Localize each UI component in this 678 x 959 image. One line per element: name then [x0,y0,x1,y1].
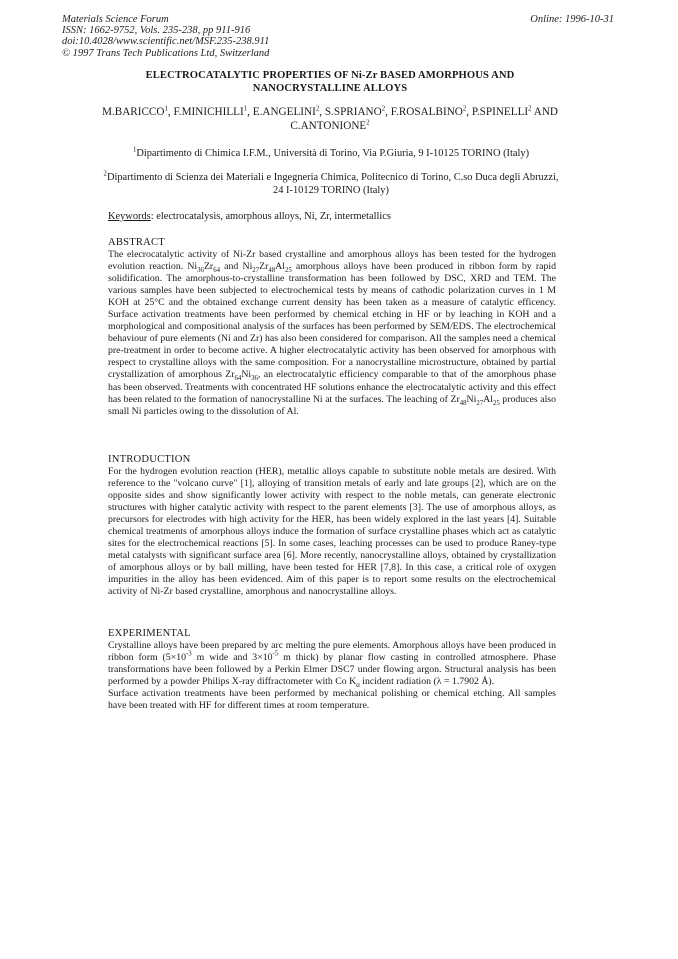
title-line-2: NANOCRYSTALLINE ALLOYS [252,82,408,94]
subscript: 48 [268,267,276,274]
superscript: -3 [186,650,192,658]
abstract-section [108,237,556,418]
affiliation-1-number: 1 [132,146,137,154]
copyright-line: © 1997 Trans Tech Publications Ltd, Switzerland [62,47,270,59]
author-name: F.MINICHILLI [173,106,244,118]
author-affiliation-mark: 1 [243,105,248,113]
title-line-1: ELECTROCATALYTIC PROPERTIES OF Ni-Zr BASED AMORPHOUS AND [145,70,515,81]
subscript: 25 [284,267,292,274]
subscript: 27 [476,399,484,407]
introduction-section [108,454,556,599]
publication-info [62,14,269,59]
affiliation-1 [100,148,562,161]
introduction-body: For the hydrogen evolution reaction (HER), metallic alloys capable to substitute noble metals are desired. With reference to the "volcano curve" [1], alloying of transition metals of early and late groups [2], which are on the opposite sides and show significantly lower activity with respect to the noble metals, can generate electronic structures with higher catalytic activity with respect to the parent elements [3]. The use of amorphous alloys, as precursors for electrodes with high activity for the HER, has been widely explored in the last years [4]. Suitable chemical treatments of amorphous alloys induce the formation of surface crystalline phases which act as catalytic sites for the electrochemical reactions [5]. In some cases, leaching processes can be used to produce Raney-type metal catalysts with significant surface area [6]. More recently, nanocrystalline alloys, obtained by crystallization of amorphous alloys or by ball milling, have been tested for HER [7,8]. In this case, a critical role of oxygen impurities in the alloy has been evidenced. Aim of this paper is to report some results on the electrochemical activity of Ni-Zr based crystalline, amorphous and nanocrystalline alloys. [108,466,556,598]
affiliation-2-number: 2 [103,170,107,178]
subscript: 64 [213,267,220,274]
subscript: 48 [459,399,467,407]
author-affiliation-mark: 1 [164,105,168,113]
author-name: S.SPRIANO [324,106,382,118]
author-affiliation-mark: 2 [462,105,467,113]
keywords [108,211,391,222]
author-affiliation-mark: 2 [366,118,370,126]
experimental-body: Crystalline alloys have been prepared by arc melting the pure elements. Amorphous alloys have been produced in ribbon form ($5\times 10^{-3}$ m wide and $3\times 10^{-5}$ m thick) by planar flow casting in controlled atmosphere. Phase transformations have been followed by a Perkin Elmer DSC7 under flowing argon. Structural analysis has been performed by a powder Philips X-ray diffractometer with Co $K_\alpha$ incident radiation (λ = 1.7902 Å). Surface activation treatments have been performed by mechanical polishing or chemical etching. All samples have been treated with HF for different times at room temperature. [108,640,556,712]
author-affiliation-mark: 2 [381,105,386,113]
subscript: 36 [251,375,258,383]
author-name: E.ANGELINI [252,106,316,118]
subscript: α [356,682,360,690]
affiliation-2-text: Dipartimento di Scienza dei Materiali e Ingegneria Chimica, Politecnico di Torino, C.so Duca degli Abruzzi, 24 I-10129 TORINO (Italy) [106,172,559,196]
affiliation-2 [100,172,562,197]
online-date: Online: 1996-10-31 [530,14,614,25]
author-name: P.SPINELLI [471,106,529,118]
superscript: -5 [272,650,279,658]
subscript: 36 [197,267,204,274]
author-list: M.BARICCO$^1$, F.MINICHILLI$^1$, E.ANGELINI$^2$, S.SPRIANO$^2$, F.ROSALBINO$^2$, P.SPINELLI$^2$ AND C.ANTONIONE$^2$ [102,105,558,132]
issn-line: ISSN: 1662-9752, Vols. 235-238, pp 911-916 [62,25,251,37]
author-affiliation-mark: 2 [315,105,320,113]
affiliation-1-text: Dipartimento di Chimica I.F.M., Università di Torino, Via P.Giuria, 9 I-10125 TORINO (Italy) [136,148,530,159]
subscript: 25 [492,399,500,407]
journal-name: Materials Science Forum [62,14,169,25]
keywords-text: : electrocatalysis, amorphous alloys, Ni, Zr, intermetallics [150,211,391,222]
introduction-heading: INTRODUCTION [108,454,191,465]
abstract-body: The elecrocatalytic activity of Ni-Zr based crystalline and amorphous alloys has been tested for the hydrogen evolution reaction. $Ni_{36}Zr_{64}$ and $Ni_{27}Zr_{48}Al_{25}$ amorphous alloys have been produced in ribbon form by rapid solidification. The amorphous-to-crystalline transformation has been followed by DSC, XRD and TEM. The various samples have been subjected to electrochemical tests by means of cathodic polarization curves in 1 M KOH at 25°C and the obtained exchange current density has been taken as a measure of catalytic efficency. Surface activation treatments have been performed by chemical etching in HF or by leaching in KOH and a morphological and compositional analysis of the surfaces has been performed by SEM/EDS. The electrochemical behaviour of pure elements (Ni and Zr) has also been considered for comparison. All the samples need a chemical pre-treatment in order to become active. A higher electrocatalytic activity has been observed for amorphous with respect to crystalline alloys with the same composition. For a nanocrystalline microstructure, obtained by partial crystallization of amorphous $Zr_{64}Ni_{36}$, an electrocatalytic efficiency comparable to that of the amorphous phase has been observed. Treatments with concentrated HF solutions enhance the electrocatalytic activity and this effect has been related to the formation of nanocrystalline Ni at the surfaces. The leaching of $Zr_{48}Ni_{27}Al_{25}$ produces also small Ni particles owing to the dissolution of Al. [108,249,557,417]
keywords-label: Keywords [108,211,151,222]
author-affiliation-mark: 2 [528,105,532,113]
author-name: M.BARICCO [102,106,165,118]
doi-line: doi:10.4028/www.scientific.net/MSF.235-238.911 [62,36,270,48]
experimental-heading: EXPERIMENTAL [108,628,191,639]
subscript: 64 [234,375,242,383]
paper-title [100,70,560,95]
experimental-section [108,628,556,712]
subscript: 27 [252,267,260,274]
abstract-heading: ABSTRACT [108,237,165,248]
author-name: AND C.ANTONIONE [290,106,558,132]
author-name: F.ROSALBINO [390,106,463,118]
